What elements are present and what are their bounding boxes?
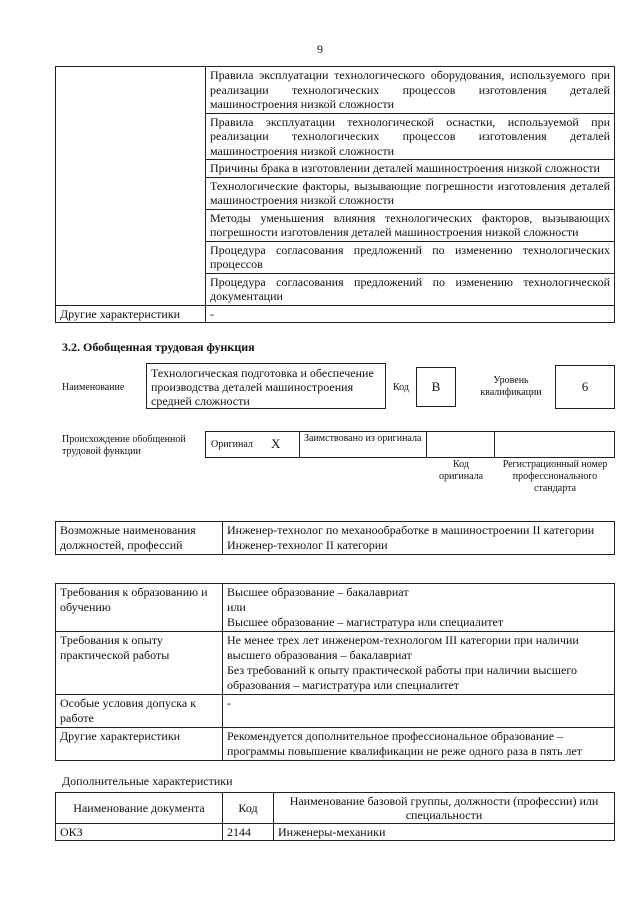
name-label: Наименование (62, 382, 125, 393)
requirement-label: Особые условия допуска к работе (56, 695, 223, 728)
table-cell: Инженеры-механики (274, 824, 615, 841)
requirement-line: Рекомендуется дополнительное профессиональное образование – программы повышение квалификации не реже одного раза в пять лет (227, 729, 583, 758)
additional-characteristics-label: Дополнительные характеристики (62, 774, 233, 788)
table-cell: 2144 (223, 824, 274, 841)
table-row (56, 695, 615, 728)
original-label: Оригинал (211, 439, 253, 450)
requirement-line: или (227, 600, 246, 614)
origin-label: Происхождение обобщенной трудовой функции (62, 434, 186, 457)
requirement-label: Требования к опыту практической работы (56, 632, 223, 695)
position-line: Инженер-технолог по механообработке в машиностроении II категории (227, 523, 595, 537)
positions-value (223, 522, 615, 555)
table-header: Наименование базовой группы, должности (профессии) или специальности (274, 793, 615, 824)
requirements-table (55, 583, 615, 761)
origin-divider (426, 431, 427, 458)
table-row (56, 67, 615, 114)
borrowed-label: Заимствовано из оригинала (304, 433, 422, 444)
knowledge-item: Правила эксплуатации технологического оборудования, используемого при реализации технологических процессов изготовления деталей машиностроения низкой сложности (206, 67, 615, 114)
requirement-value (223, 632, 615, 695)
table-header: Наименование документа (56, 793, 223, 824)
requirement-value (223, 695, 615, 728)
positions-table (55, 521, 615, 555)
requirement-line: Без требований к опыту практической работы при наличии высшего образования – магистратура или специалитет (227, 663, 577, 692)
knowledge-item: Правила эксплуатации технологической оснастки, используемой при реализации технологических процессов изготовления деталей машиностроения низкой сложности (206, 113, 615, 160)
requirement-line: Высшее образование – магистратура или специалитет (227, 615, 504, 629)
knowledge-item: Технологические факторы, вызывающие погрешности изготовления деталей машиностроения низкой сложности (206, 177, 615, 209)
table-row (56, 793, 615, 824)
knowledge-label-cell (56, 67, 206, 306)
requirement-line: - (227, 696, 231, 710)
knowledge-item: Процедура согласования предложений по изменению технологической документации (206, 273, 615, 305)
code-label: Код (393, 382, 409, 393)
registration-number-caption: Регистрационный номер профессионального стандарта (502, 459, 608, 494)
function-name-box (146, 363, 386, 409)
origin-divider (494, 431, 495, 458)
table-row (56, 584, 615, 632)
knowledge-item: Причины брака в изготовлении деталей машиностроения низкой сложности (206, 160, 615, 178)
table-row (56, 824, 615, 841)
original-mark: X (271, 436, 281, 451)
knowledge-item: Методы уменьшения влияния технологических факторов, вызывающих погрешности изготовления деталей машиностроения низкой сложности (206, 209, 615, 241)
documents-table (55, 792, 615, 841)
position-line: Инженер-технолог II категории (227, 538, 388, 552)
table-row (56, 305, 615, 323)
table-row (56, 632, 615, 695)
other-characteristics-label: Другие характеристики (56, 305, 206, 323)
table-cell: ОКЗ (56, 824, 223, 841)
table-row (56, 522, 615, 555)
table-header: Код (223, 793, 274, 824)
code-value: B (416, 367, 456, 407)
function-name-value: Технологическая подготовка и обеспечение производства деталей машиностроения средней сложности (151, 366, 374, 408)
level-value: 6 (555, 365, 615, 409)
requirement-label: Требования к образованию и обучению (56, 584, 223, 632)
origin-divider (299, 431, 300, 458)
knowledge-table (55, 66, 615, 323)
requirement-value (223, 584, 615, 632)
positions-label: Возможные наименования должностей, профессий (56, 522, 223, 555)
original-code-caption: Код оригинала (438, 459, 484, 482)
table-row (56, 728, 615, 761)
knowledge-item: Процедура согласования предложений по изменению технологических процессов (206, 241, 615, 273)
level-label: Уровень квалификации (480, 375, 542, 398)
requirement-value (223, 728, 615, 761)
requirement-line: Высшее образование – бакалавриат (227, 585, 409, 599)
other-characteristics-value: - (206, 305, 615, 323)
requirement-label: Другие характеристики (56, 728, 223, 761)
section-heading: 3.2. Обобщенная трудовая функция (62, 340, 255, 354)
requirement-line: Не менее трех лет инженером-технологом III категории при наличии высшего образования – бакалавриат (227, 633, 579, 662)
page-number: 9 (317, 42, 323, 56)
